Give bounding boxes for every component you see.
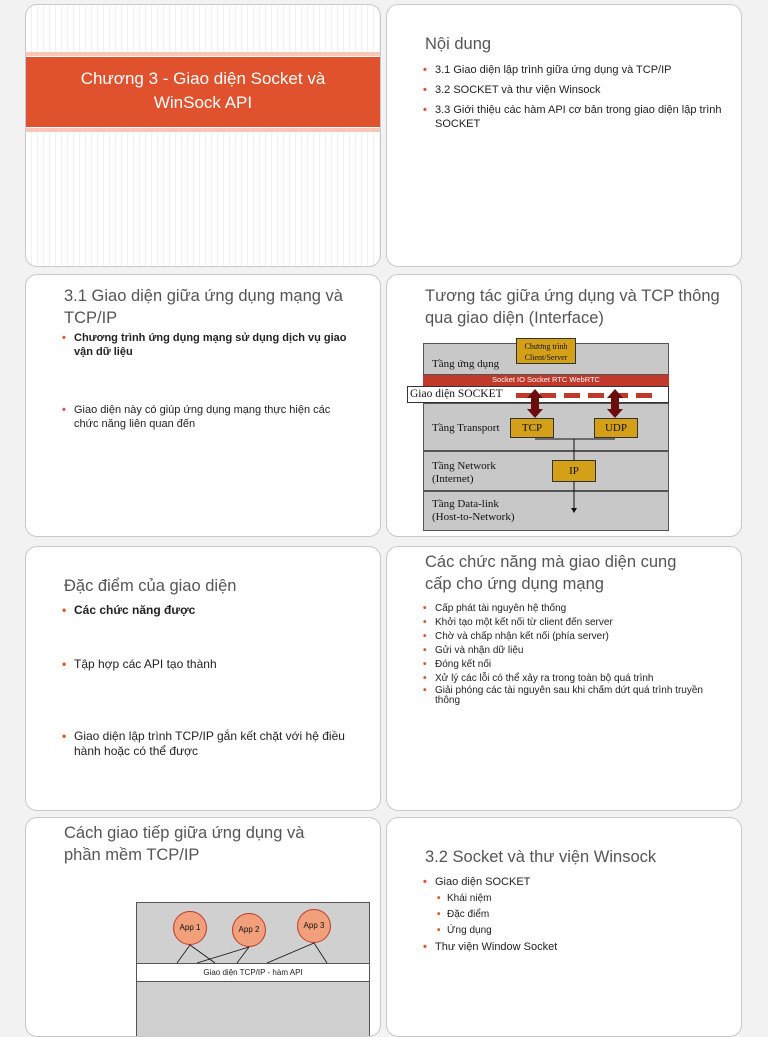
app-2-circle: App 2	[232, 913, 266, 947]
bullet-list	[423, 875, 723, 954]
down-arrow-icon	[571, 508, 577, 513]
slide-interface-features	[25, 546, 381, 811]
transport-layer: Tầng Transport TCP UDP	[423, 403, 669, 451]
sub-list-item: • Khái niệm	[437, 892, 723, 905]
slide-tcp-interaction	[386, 274, 742, 537]
title-band	[26, 57, 380, 127]
chapter-title: Chương 3 - Giao diện Socket và WinSock API	[80, 69, 326, 112]
socket-library-bar: Socket IO Socket RTC WebRTC	[423, 375, 669, 386]
network-layer: Tầng Network (Internet) IP	[423, 451, 669, 491]
list-item: • Xử lý các lỗi có thể xảy ra trong toàn bộ quá trình	[423, 672, 723, 685]
tcp-box: TCP	[510, 418, 554, 438]
slide-app-tcpip-communication	[25, 817, 381, 1037]
sub-list-item: • Ứng dụng	[437, 924, 723, 937]
ip-box: IP	[552, 460, 596, 482]
udp-arrow-icon	[607, 389, 623, 418]
app-layer: Tầng ứng dụng Chương trình Client/Server	[423, 343, 669, 375]
list-item: • Giao diện lập trình TCP/IP gắn kết chặt với hệ điều hành hoặc có thể được	[62, 729, 362, 759]
list-item: • Giải phóng các tài nguyên sau khi chấm dứt quá trình truyền thông	[423, 686, 723, 706]
list-item: • 3.3 Giới thiệu các hàm API cơ bản trong giao diện lập trình SOCKET	[423, 103, 723, 131]
slide-heading: 3.2 Socket và thư viện Winsock	[425, 848, 657, 866]
app-connections	[137, 903, 369, 965]
connector-line	[190, 945, 215, 963]
bullet-list	[62, 603, 362, 759]
api-diagram	[136, 902, 370, 1037]
bullet-list	[423, 602, 723, 706]
diagram-arrows	[423, 343, 671, 533]
list-item: • Chương trình ứng dụng mạng sử dụng dịch vụ giao vận dữ liệu	[62, 331, 352, 359]
connector-line	[267, 943, 314, 963]
list-item: • Cấp phát tài nguyên hệ thống	[423, 602, 723, 615]
connector-line	[237, 947, 249, 963]
slide-socket-winsock	[386, 817, 742, 1037]
slide-heading: Đặc điểm của giao diện	[64, 577, 237, 595]
slide-heading: Cách giao tiếp giữa ứng dụng và phần mềm TCP/IP	[64, 824, 305, 864]
list-item: • Các chức năng được	[62, 603, 362, 618]
list-item: • Giao diện này có giúp ứng dụng mạng thực hiện các chức năng liên quan đến	[62, 403, 352, 431]
slide-heading: Tương tác giữa ứng dụng và TCP thông qua giao diện (Interface)	[425, 287, 720, 327]
list-item: • Thư viện Window Socket	[423, 940, 723, 954]
contents-list	[423, 63, 723, 131]
list-item: • Tập hợp các API tạo thành	[62, 657, 362, 672]
api-bar: Giao diện TCP/IP - hàm API	[137, 963, 369, 982]
slide-contents	[386, 4, 742, 267]
sub-list-item: • Đặc điểm	[437, 908, 723, 921]
tcp-arrow-icon	[527, 389, 543, 418]
slide-interface-functions	[386, 546, 742, 811]
slide-heading: Các chức năng mà giao diện cung cấp cho ứng dụng mạng	[425, 553, 677, 593]
list-item: • Giao diện SOCKET • Khái niệm • Đặc điểm • Ứng dụng	[423, 875, 723, 937]
slide-heading: 3.1 Giao diện giữa ứng dụng mạng và TCP/IP	[64, 287, 343, 327]
connector-line	[197, 947, 249, 963]
connector-line	[177, 945, 190, 963]
layer-diagram	[410, 342, 671, 533]
list-item: • Gửi và nhận dữ liệu	[423, 644, 723, 657]
connector-line	[314, 943, 327, 963]
bullet-list	[62, 331, 352, 431]
list-item: • Đóng kết nối	[423, 658, 723, 671]
slide-heading: Nội dung	[425, 35, 492, 53]
list-item: • 3.1 Giao diện lập trình giữa ứng dụng và TCP/IP	[423, 63, 723, 77]
list-item: • Chờ và chấp nhận kết nối (phía server)	[423, 630, 723, 643]
socket-interface-row: Giao diện SOCKET	[407, 386, 669, 403]
list-item: • 3.2 SOCKET và thư viện Winsock	[423, 83, 723, 97]
datalink-layer: Tầng Data-link (Host-to-Network)	[423, 491, 669, 531]
sub-list	[435, 892, 723, 937]
slide-title	[25, 4, 381, 267]
udp-box: UDP	[594, 418, 638, 438]
app-3-circle: App 3	[297, 909, 331, 943]
program-box: Chương trình Client/Server	[516, 338, 576, 364]
slide-interface-intro	[25, 274, 381, 537]
list-item: • Khởi tạo một kết nối từ client đến server	[423, 616, 723, 629]
app-1-circle: App 1	[173, 911, 207, 945]
